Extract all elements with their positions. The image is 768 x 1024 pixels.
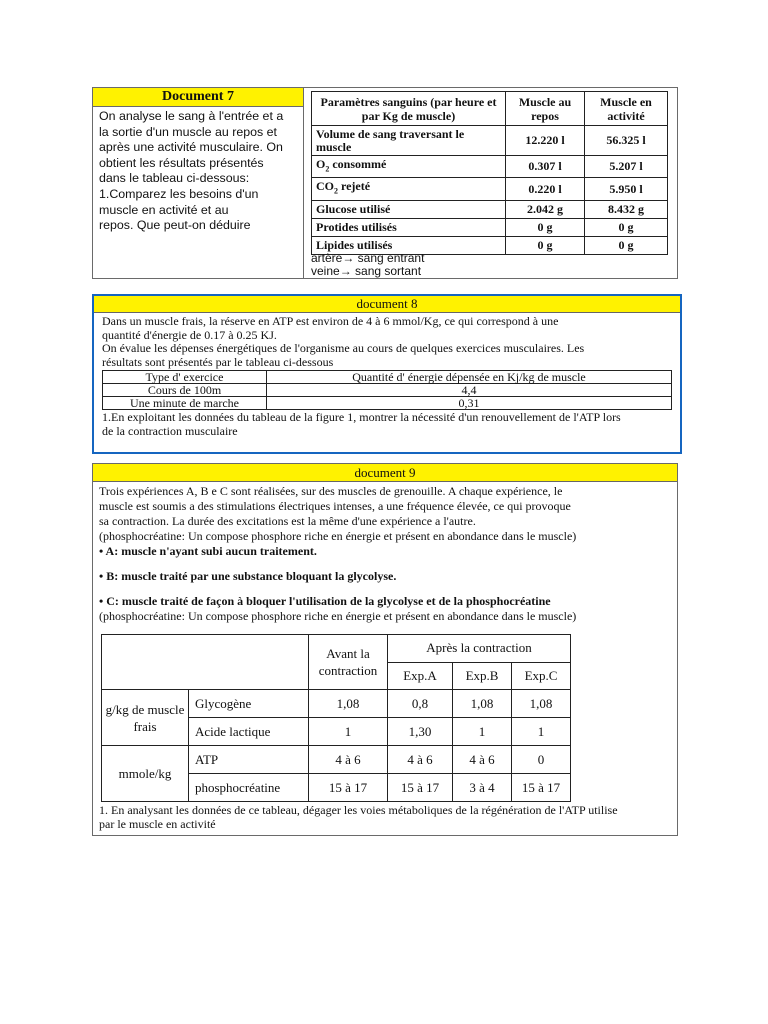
muscle-constituents-table: [101, 634, 571, 802]
before-cell: 1: [309, 718, 388, 746]
document-9-panel: [92, 463, 678, 836]
exp-a-cell: 1,30: [388, 718, 453, 746]
legend-line: veine→ sang sortant: [311, 264, 422, 278]
document-7-text: [93, 107, 303, 236]
table-row: [312, 178, 668, 200]
param-text: rejeté: [338, 179, 371, 194]
text-line: obtient les résultats présentés: [99, 155, 264, 170]
experiment-b: • B: muscle traité par une substance bloquant la glycolyse.: [99, 569, 397, 583]
experiment-c: • C: muscle traité de façon à bloquer l'utilisation de la glycolyse et de la phosphocréatine: [99, 594, 551, 608]
document-8-intro: [94, 313, 680, 369]
text-line: 1.En exploitant les données du tableau de la figure 1, montrer la nécessité d'un renouvellement de l'ATP lors: [102, 410, 621, 424]
table-row: [102, 746, 571, 774]
param-cell: Lipides utilisés: [312, 236, 506, 254]
header-parameters: Paramètres sanguins (par heure et par Kg de muscle): [312, 92, 506, 126]
param-text: CO: [316, 179, 334, 194]
rest-cell: 0.220 l: [506, 178, 585, 200]
text-line: dans le tableau ci-dessous:: [99, 171, 250, 186]
text-line: par le muscle en activité: [99, 817, 216, 831]
text-line: Dans un muscle frais, la réserve en ATP est environ de 4 à 6 mmol/Kg, ce qui correspond à une: [102, 314, 559, 328]
rest-cell: 0.307 l: [506, 156, 585, 178]
document-7-panel: [92, 87, 678, 279]
constituent-name: Glycogène: [189, 690, 309, 718]
param-subscript: 2: [334, 186, 338, 196]
text-line: 1. En analysant les données de ce tableau, dégager les voies métaboliques de la régénération de l'ATP utilise: [99, 803, 618, 817]
exp-c-cell: 1: [512, 718, 571, 746]
blood-parameters-table: [311, 91, 668, 255]
header-before: Avant la contraction: [309, 635, 388, 690]
text-line: de la contraction musculaire: [102, 423, 238, 438]
document-9-intro: [93, 482, 677, 624]
table-header-row: [312, 92, 668, 126]
group-label-g-kg: g/kg de muscle frais: [102, 690, 189, 746]
text-line: Trois expériences A, B e C sont réalisées, sur des muscles de grenouille. A chaque expérience, le: [99, 484, 563, 498]
text-line: repos. Que peut-on déduire: [99, 218, 251, 233]
param-text: O: [316, 157, 326, 171]
rest-cell: 0 g: [506, 236, 585, 254]
document-8-panel: [92, 294, 682, 454]
header-active: Muscle en activité: [585, 92, 668, 126]
text-line: résultats sont présentés par le tableau ci-dessous: [102, 354, 334, 369]
rest-cell: 12.220 l: [506, 126, 585, 156]
table-header-row: [102, 635, 571, 663]
rest-cell: 0 g: [506, 218, 585, 236]
document-9-question: [99, 803, 671, 831]
active-cell: 5.207 l: [585, 156, 668, 178]
experiment-a: • A: muscle n'ayant subi aucun traitement.: [99, 544, 317, 558]
table-row: [312, 200, 668, 218]
table-header-row: [103, 371, 672, 384]
text-line: la sortie d'un muscle au repos et: [99, 124, 277, 139]
exp-a-cell: 0,8: [388, 690, 453, 718]
energy-cell: 4,4: [267, 384, 672, 397]
group-label-mmol-kg: mmole/kg: [102, 746, 189, 802]
document-7-text-column: [93, 88, 304, 278]
before-cell: 1,08: [309, 690, 388, 718]
header-after: Après la contraction: [388, 635, 571, 663]
text-line: sa contraction. La durée des excitations est la même d'une expérience a l'autre.: [99, 514, 476, 528]
energy-cell: 0,31: [267, 397, 672, 410]
text-line: quantité d'énergie de 0.17 à 0.25 KJ.: [102, 327, 277, 342]
exp-b-cell: 4 à 6: [453, 746, 512, 774]
param-cell: [312, 156, 506, 178]
active-cell: 56.325 l: [585, 126, 668, 156]
text-line: muscle est soumis a des stimulations électriques intenses, a une fréquence élevée, ce qui provoque: [99, 499, 571, 513]
exercise-cell: Cours de 100m: [103, 384, 267, 397]
param-text: consommé: [329, 157, 387, 171]
text-line: (phosphocréatine: Un compose phosphore riche en énergie et présent en abondance dans le muscle): [99, 609, 577, 623]
before-cell: 15 à 17: [309, 774, 388, 802]
active-cell: 8.432 g: [585, 200, 668, 218]
exp-a-cell: 4 à 6: [388, 746, 453, 774]
text-line: muscle en activité et au: [99, 202, 229, 217]
exp-b-cell: 1: [453, 718, 512, 746]
exp-c-cell: 0: [512, 746, 571, 774]
exp-b-cell: 1,08: [453, 690, 512, 718]
text-line: On analyse le sang à l'entrée et a: [99, 109, 284, 123]
param-cell: [312, 178, 506, 200]
table-row: [102, 690, 571, 718]
text-line: (phosphocréatine: Un compose phosphore riche en énergie et présent en abondance dans le muscle): [99, 529, 577, 543]
header-exp-a: Exp.A: [388, 662, 453, 690]
param-cell: Glucose utilisé: [312, 200, 506, 218]
exp-c-cell: 15 à 17: [512, 774, 571, 802]
table-row: [312, 156, 668, 178]
exp-b-cell: 3 à 4: [453, 774, 512, 802]
table-row: [103, 397, 672, 410]
document-9-title: document 9: [93, 464, 677, 482]
exp-c-cell: 1,08: [512, 690, 571, 718]
energy-expenditure-table: [102, 370, 672, 410]
header-energy: Quantité d' énergie dépensée en Kj/kg de muscle: [267, 371, 672, 384]
text-line: On évalue les dépenses énergétiques de l'organisme au cours de quelques exercices musculaires. Les: [102, 341, 585, 355]
header-constituents: [102, 635, 309, 690]
constituent-name: Acide lactique: [189, 718, 309, 746]
document-8-title: document 8: [94, 296, 680, 313]
table-row: [312, 126, 668, 156]
param-subscript: 2: [325, 164, 330, 174]
document-7-title: Document 7: [93, 88, 303, 107]
header-exp-b: Exp.B: [453, 662, 512, 690]
text-line: après une activité musculaire. On: [99, 140, 283, 155]
constituent-name: phosphocréatine: [189, 774, 309, 802]
param-cell: Volume de sang traversant le muscle: [312, 126, 506, 156]
param-cell: Protides utilisés: [312, 218, 506, 236]
header-exp-c: Exp.C: [512, 662, 571, 690]
document-7-table-column: [305, 88, 677, 278]
table-row: [312, 218, 668, 236]
exp-a-cell: 15 à 17: [388, 774, 453, 802]
header-rest: Muscle au repos: [506, 92, 585, 126]
active-cell: 0 g: [585, 218, 668, 236]
active-cell: 5.950 l: [585, 178, 668, 200]
table-row: [103, 384, 672, 397]
vessel-legend: [311, 252, 424, 278]
rest-cell: 2.042 g: [506, 200, 585, 218]
active-cell: 0 g: [585, 236, 668, 254]
before-cell: 4 à 6: [309, 746, 388, 774]
constituent-name: ATP: [189, 746, 309, 774]
header-exercise-type: Type d' exercice: [103, 371, 267, 384]
document-8-question: [94, 410, 680, 438]
text-line: 1.Comparez les besoins d'un: [99, 186, 259, 201]
legend-line: artère→ sang entrant: [311, 251, 425, 265]
exercise-cell: Une minute de marche: [103, 397, 267, 410]
